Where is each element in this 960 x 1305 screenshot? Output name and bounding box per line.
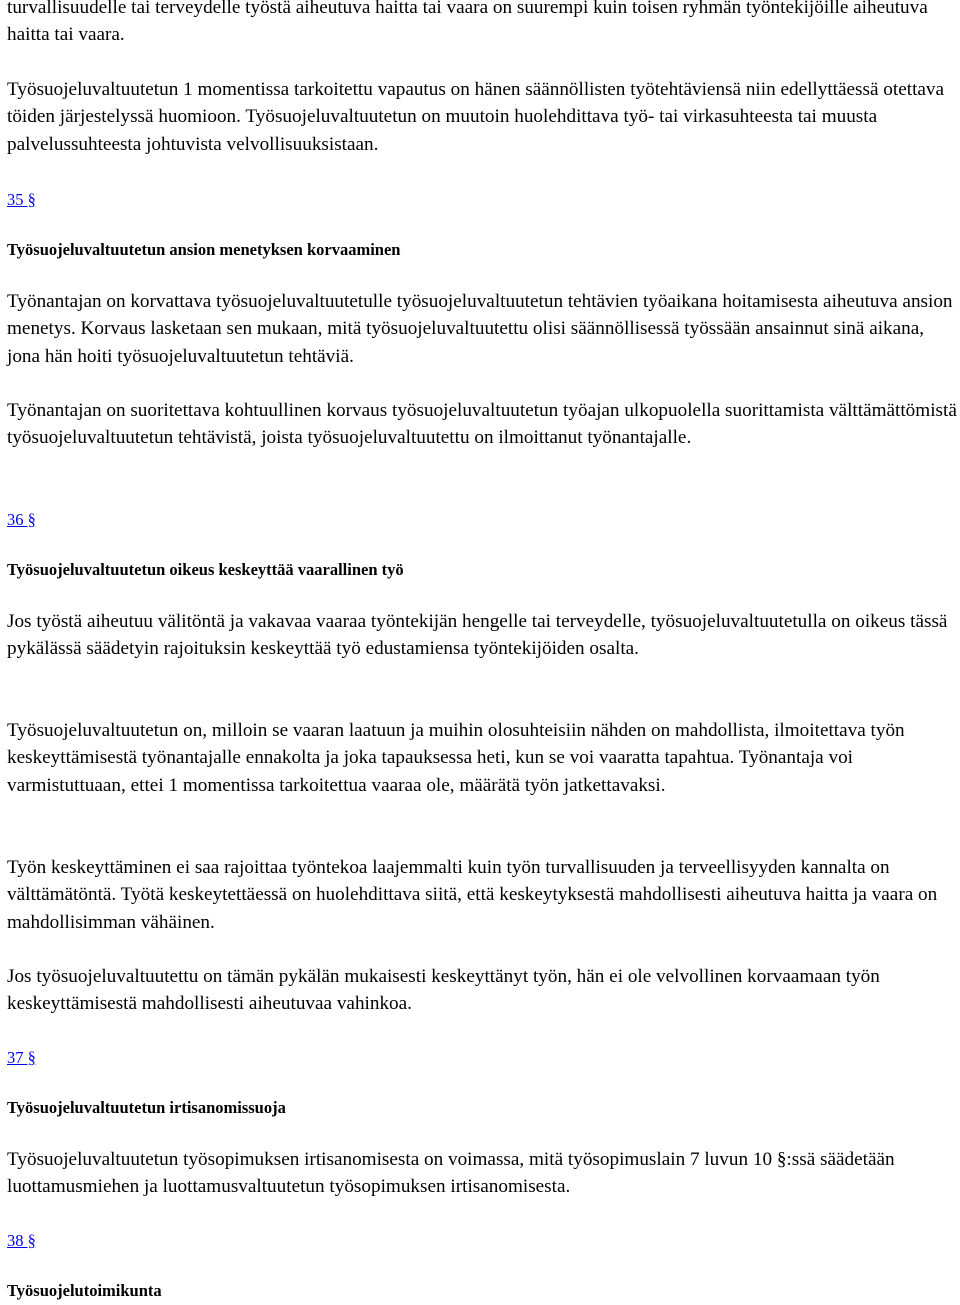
section-35-title: Työsuojeluvaltuutetun ansion menetyksen korvaaminen (7, 240, 401, 259)
section-37-paragraph-1: Työsuojeluvaltuutetun työsopimuksen irtisanomisesta on voimassa, mitä työsopimuslain 7 luvun 10 §:ssä säädetään luottamusmiehen ja luottamusvaltuutetun työsopimuksen irtisanomisesta. (7, 1149, 895, 1198)
section-36-link[interactable]: 36 § (7, 510, 36, 529)
section-36-title: Työsuojeluvaltuutetun oikeus keskeyttää vaarallinen työ (7, 560, 404, 579)
section-37-title: Työsuojeluvaltuutetun irtisanomissuoja (7, 1098, 286, 1117)
section-35-paragraph-2: Työnantajan on suoritettava kohtuullinen korvaus työsuojeluvaltuutetun työajan ulkopuolella suorittamista välttämättömistä työsuojeluvaltuutetun tehtävistä, joista työsuojeluvaltuutettu on ilmoittanut työnantajalle. (7, 400, 957, 449)
paragraph-intro-2: Työsuojeluvaltuutetun 1 momentissa tarkoitettu vapautus on hänen säännöllisten työtehtäviensä niin edellyttäessä otettava töiden järjestelyssä huomioon. Työsuojeluvaltuutetun on muutoin huolehdittava työ- tai virkasuhteesta tai muusta palvelussuhteesta johtuvista velvollisuuksistaan. (7, 79, 945, 155)
section-35-link[interactable]: 35 § (7, 190, 36, 209)
section-36-paragraph-1: Jos työstä aiheutuu välitöntä ja vakavaa vaaraa työntekijän hengelle tai terveydelle, työsuojeluvaltuutetulla on oikeus tässä pykälässä säädetyin rajoituksin keskeyttää työ edustamiensa työntekijöiden osalta. (7, 611, 948, 660)
section-36-paragraph-2: Työsuojeluvaltuutetun on, milloin se vaaran laatuun ja muihin olosuhteisiin nähden on mahdollista, ilmoitettava työn keskeyttämisestä työnantajalle ennakolta ja joka tapauksessa heti, kun se voi vaaratta tapahtua. Työnantaja voi varmistuttuaan, ettei 1 momentissa tarkoitettua vaaraa ole, määrätä työn jatkettavaksi. (7, 720, 905, 796)
section-35-paragraph-1: Työnantajan on korvattava työsuojeluvaltuutetulle työsuojeluvaltuutetun tehtävien työaikana hoitamisesta aiheutuva ansion menetys. Korvaus lasketaan sen mukaan, mitä työsuojeluvaltuutettu olisi säännöllisessä työssään ansainnut sinä aikana, jona hän hoiti työsuojeluvaltuutetun tehtäviä. (7, 291, 953, 367)
section-38-title: Työsuojelutoimikunta (7, 1281, 162, 1300)
section-37-link[interactable]: 37 § (7, 1048, 36, 1067)
section-36-paragraph-3: Työn keskeyttäminen ei saa rajoittaa työntekoa laajemmalti kuin työn turvallisuuden ja terveellisyyden kannalta on välttämätöntä. Työtä keskeytettäessä on huolehdittava siitä, että keskeytyksestä mahdollisesti aiheutuva haitta ja vaara on mahdollisimman vähäinen. (7, 857, 938, 933)
section-38-link[interactable]: 38 § (7, 1231, 36, 1250)
paragraph-intro-1: turvallisuudelle tai terveydelle työstä aiheutuva haitta tai vaara on suurempi kuin toisen ryhmän työntekijöille aiheutuva haitta tai vaara. (7, 0, 928, 46)
section-36-paragraph-4: Jos työsuojeluvaltuutettu on tämän pykälän mukaisesti keskeyttänyt työn, hän ei ole velvollinen korvaamaan työn keskeyttämisestä mahdollisesti aiheutuvaa vahinkoa. (7, 966, 880, 1015)
